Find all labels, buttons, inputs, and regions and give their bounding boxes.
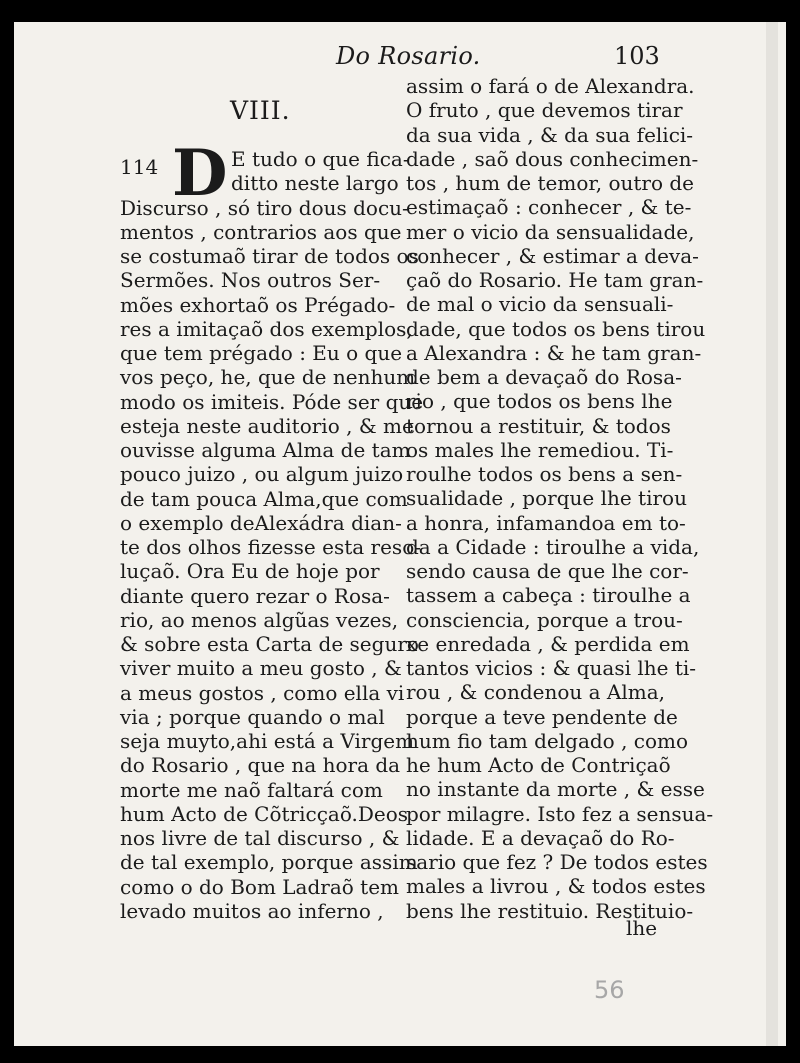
text-line: sendo causa de que lhe cor- (406, 559, 689, 583)
text-line: de tam pouca Alma,que com (120, 486, 408, 511)
text-line: vos peço, he, que de nenhum (120, 365, 416, 390)
section-heading: VIII. (230, 96, 291, 125)
text-line: Discurso , só tiro dous docu- (120, 195, 409, 220)
text-line: luçaõ. Ora Eu de hoje por (120, 559, 380, 584)
text-line: da sua vida , & da sua felici- (406, 122, 694, 147)
text-line: viver muito a meu gosto , & (120, 656, 402, 681)
text-line: tantos vicios : & quasi lhe ti- (406, 656, 697, 680)
text-line: O fruto , que devemos tirar (406, 98, 683, 123)
page-edge (766, 22, 778, 1046)
text-line: xe enredada , & perdida em (406, 631, 690, 656)
text-line: te dos olhos fizesse esta reso- (120, 535, 421, 559)
left-column (120, 147, 423, 923)
text-line: dade , saõ dous conhecimen- (406, 146, 699, 171)
text-line: morte me naõ faltará com (120, 777, 383, 802)
text-line: rio , que todos os bens lhe (406, 389, 673, 414)
text-line: sualidade , porque lhe tirou (406, 486, 687, 511)
text-line: res a imitaçaõ dos exemplos, (120, 316, 413, 341)
handwritten-folio-number: 56 (594, 976, 625, 1004)
text-line: assim o fará o de Alexandra. (406, 74, 695, 98)
text-line: dade, que todos os bens tirou (406, 316, 706, 341)
text-line: seja muyto,ahi está a Virgem (120, 729, 415, 753)
text-line: & sobre esta Carta de seguro (120, 632, 419, 656)
text-line: Sermões. Nos outros Ser- (120, 268, 381, 293)
text-line: que tem prégado : Eu o que (120, 341, 403, 365)
text-line: sario que fez ? De todos estes (406, 850, 708, 874)
text-line: tos , hum de temor, outro de (406, 171, 695, 195)
running-title: Do Rosario. (336, 42, 481, 70)
text-line: de bem a devaçaõ do Rosa- (406, 365, 682, 389)
text-line: ouvisse alguma Alma de tam (120, 438, 411, 462)
right-column (406, 74, 713, 923)
text-line: do Rosario , que na hora da (120, 753, 401, 778)
text-line: E tudo o que fica- (231, 147, 410, 171)
text-line: a honra, infamandoa em to- (406, 510, 686, 535)
text-line: modo os imiteis. Póde ser que (120, 389, 424, 414)
text-line: mentos , contrarios aos que (120, 219, 402, 244)
text-line: se costumaõ tirar de todos os (120, 244, 419, 268)
text-line: estimaçaõ : conhecer , & te- (406, 195, 692, 220)
text-line: tornou a restituir, & todos (406, 413, 671, 438)
text-line: porque a teve pendente de (406, 704, 678, 729)
text-line: rou , & condenou a Alma, (406, 680, 666, 705)
text-line: de tal exemplo, porque assim (120, 850, 418, 875)
text-line: he hum Acto de Contriçaõ (406, 753, 671, 777)
text-line: consciencia, porque a trou- (406, 607, 683, 632)
text-line: hum fio tam delgado , como (406, 728, 689, 753)
drop-cap: D (172, 136, 228, 211)
catchword: lhe (626, 916, 658, 940)
text-line: ditto neste largo (231, 171, 399, 196)
text-line: nos livre de tal discurso , & (120, 826, 400, 850)
text-line: o exemplo deAlexádra dian- (120, 510, 402, 535)
text-line: no instante da morte , & esse (406, 777, 705, 802)
text-line: a meus gostos , como ella vi (120, 680, 405, 705)
text-line: esteja neste auditorio , & me (120, 413, 414, 438)
text-line: conhecer , & estimar a deva- (406, 243, 699, 268)
text-line: çaõ do Rosario. He tam gran- (406, 268, 704, 292)
text-line: pouco juizo , ou algum juizo (120, 462, 404, 487)
text-line: da a Cidade : tiroulhe a vida, (406, 534, 700, 559)
text-line: mer o vicio da sensualidade, (406, 219, 695, 244)
text-line: como o do Bom Ladraõ tem (120, 874, 399, 899)
text-line: lidade. E a devaçaõ do Ro- (406, 825, 675, 850)
text-line: mões exhortaõ os Prégado- (120, 292, 396, 317)
text-line: roulhe todos os bens a sen- (406, 462, 683, 486)
text-line: de mal o vicio da sensuali- (406, 292, 674, 317)
paragraph-number: 114 (120, 155, 159, 179)
text-line: via ; porque quando o mal (120, 704, 385, 729)
text-line: tassem a cabeça : tiroulhe a (406, 583, 691, 608)
text-line: levado muitos ao inferno , (120, 898, 384, 923)
page-number: 103 (614, 42, 660, 70)
text-line: bens lhe restituio. Restituio- (406, 898, 694, 923)
text-line: diante quero rezar o Rosa- (120, 583, 390, 608)
text-line: os males lhe remediou. Ti- (406, 437, 674, 462)
text-line: por milagre. Isto fez a sensua- (406, 801, 714, 826)
text-line: rio, ao menos algũas vezes, (120, 607, 399, 632)
text-line: a Alexandra : & he tam gran- (406, 340, 702, 365)
text-line: hum Acto de Cõtricçaõ.Deos (120, 801, 409, 826)
text-line: males a livrou , & todos estes (406, 874, 706, 899)
